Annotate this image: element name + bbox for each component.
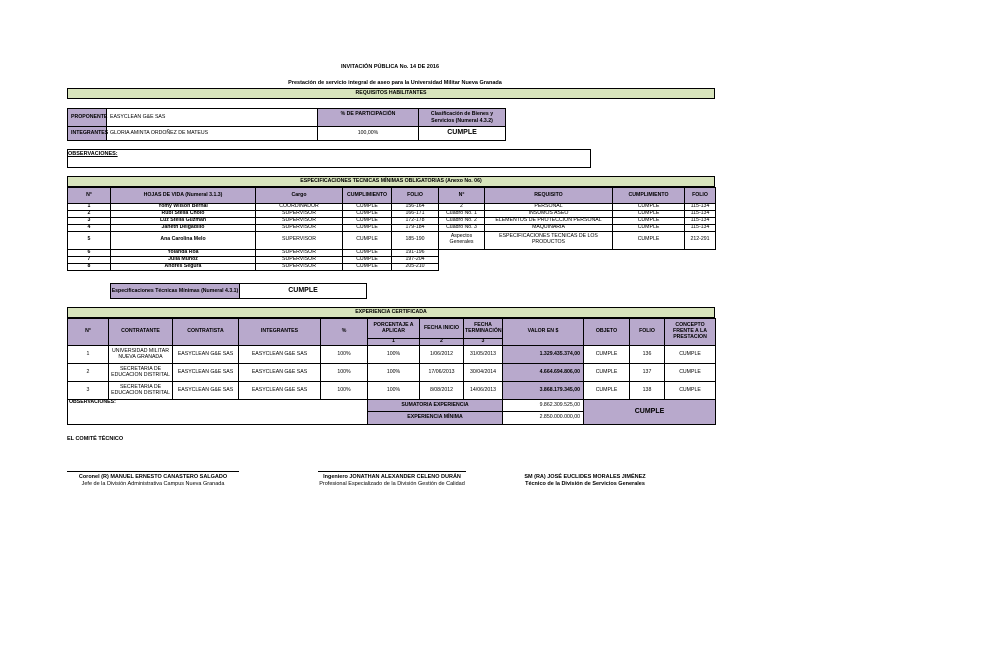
cell: 100% xyxy=(321,364,368,382)
exp-h-objeto: OBJETO xyxy=(584,319,630,346)
cell: 3.868.179.345,00 xyxy=(503,382,584,400)
cell: Yomy Wilson Bernal xyxy=(111,204,256,211)
proponente-label: PROPONENTE xyxy=(67,108,107,127)
cell: CUMPLE xyxy=(613,224,685,231)
subject-title: Prestación de servicio integral de aseo para la Universidad Militar Nueva Granada xyxy=(288,80,502,86)
sumatoria-value: 9.862.309.525,00 xyxy=(503,400,584,412)
cell: 7 xyxy=(68,256,111,263)
cell xyxy=(485,249,613,256)
cell: CUMPLE xyxy=(343,204,392,211)
cell: PERSONAL xyxy=(485,204,613,211)
table-row xyxy=(68,231,716,249)
cell: UNIVERSIDAD MILITAR NUEVA GRANADA xyxy=(109,346,173,364)
cell: Aspectos Generales xyxy=(439,231,485,249)
cell: COORDINADOR xyxy=(256,204,343,211)
table-row xyxy=(68,249,716,256)
cell: 14/06/2013 xyxy=(464,382,503,400)
specs-summary-label: Especificaciones Técnicas Mínimas (Numeral 4.3.1) xyxy=(110,283,240,299)
cell xyxy=(439,249,485,256)
cell: Ana Carolina Melo xyxy=(111,231,256,249)
exp-h-pct: % xyxy=(321,319,368,346)
cell: 2 xyxy=(68,210,111,217)
cell: SECRETARIA DE EDUCACION DISTRITAL xyxy=(109,364,173,382)
signature-role-1: Jefe de la División Administrativa Campus Nueva Granada xyxy=(81,481,225,487)
cell: 1 xyxy=(68,346,109,364)
cell: 1/06/2012 xyxy=(420,346,464,364)
cell: 179-184 xyxy=(392,224,439,231)
cell: INSUMOS ASEO xyxy=(485,210,613,217)
cell xyxy=(485,256,613,263)
cell: 100% xyxy=(321,382,368,400)
cell: Yolanda Roa xyxy=(111,249,256,256)
cell: SUPERVISOR xyxy=(256,224,343,231)
cell: CUMPLE xyxy=(665,364,716,382)
committee-label: EL COMITÉ TÉCNICO xyxy=(67,436,124,442)
integrantes-value: GLORIA AMINTA ORDOÑEZ DE MATEUS xyxy=(106,126,318,141)
cell xyxy=(439,256,485,263)
cell: EASYCLEAN G&E SAS xyxy=(239,382,321,400)
cell: 4 xyxy=(68,224,111,231)
cell: MAQUINARIA xyxy=(485,224,613,231)
cell: EASYCLEAN G&E SAS xyxy=(239,364,321,382)
cell: Cuadro No. 1 xyxy=(439,210,485,217)
specs-h-n: N° xyxy=(68,188,111,204)
cell: CUMPLE xyxy=(343,256,392,263)
cell: 1 xyxy=(68,204,111,211)
exp-h-contratista: CONTRATISTA xyxy=(173,319,239,346)
experience-table xyxy=(67,318,716,425)
cell: 31/05/2013 xyxy=(464,346,503,364)
cell: 156-164 xyxy=(392,204,439,211)
cell: SUPERVISOR xyxy=(256,210,343,217)
cell xyxy=(613,263,685,270)
cell: 100% xyxy=(321,346,368,364)
cell: Cuadro No. 3 xyxy=(439,224,485,231)
cell: EASYCLEAN G&E SAS xyxy=(173,382,239,400)
cell: CUMPLE xyxy=(343,263,392,270)
cell: 6 xyxy=(68,249,111,256)
cell: 100% xyxy=(368,364,420,382)
cell: SUPERVISOR xyxy=(256,231,343,249)
integrantes-label: INTEGRANTES xyxy=(67,126,107,141)
cell: ELEMENTOS DE PROTECCION PERSONAL xyxy=(485,217,613,224)
participation-label: % DE PARTICIPACIÓN xyxy=(317,108,419,127)
cell: Luz Stella Guzman xyxy=(111,217,256,224)
cell: CUMPLE xyxy=(343,217,392,224)
cell: ESPECIFICACIONES TECNICAS DE LOS PRODUCTOS xyxy=(485,231,613,249)
exp-h-sub2: 2 xyxy=(420,339,464,346)
cell: EASYCLEAN G&E SAS xyxy=(173,346,239,364)
experience-banner: EXPERIENCIA CERTIFICADA xyxy=(67,307,715,318)
cell: 212-291 xyxy=(685,231,716,249)
cell: 115-134 xyxy=(685,204,716,211)
classification-result: CUMPLE xyxy=(418,126,506,141)
cell: 137 xyxy=(630,364,665,382)
cell: 30/04/2014 xyxy=(464,364,503,382)
signature-role-2: Profesional Especializado de la División Gestión de Calidad xyxy=(319,481,465,487)
experience-result: CUMPLE xyxy=(584,400,716,425)
cell: CUMPLE xyxy=(613,217,685,224)
cell: 3 xyxy=(68,382,109,400)
exp-h-sub3: 3 xyxy=(464,339,503,346)
cell: 100% xyxy=(368,382,420,400)
cell: 8 xyxy=(68,263,111,270)
cell: Cuadro No. 2 xyxy=(439,217,485,224)
cell: 3 xyxy=(68,217,111,224)
specs-table xyxy=(67,187,716,271)
exp-h-integrantes: INTEGRANTES xyxy=(239,319,321,346)
specs-h-cumplimiento2: CUMPLIMIENTO xyxy=(613,188,685,204)
cell xyxy=(685,249,716,256)
experience-header-row xyxy=(68,319,716,339)
cell: CUMPLE xyxy=(584,364,630,382)
cell: 136 xyxy=(630,346,665,364)
cell: CUMPLE xyxy=(613,231,685,249)
cell: CUMPLE xyxy=(343,210,392,217)
table-row xyxy=(68,224,716,231)
classification-label: Clasificación de Bienes y Servicios (Numeral 4.3.2) xyxy=(418,108,506,127)
cell: 2 xyxy=(68,364,109,382)
cell: CUMPLE xyxy=(343,224,392,231)
cell: EASYCLEAN G&E SAS xyxy=(173,364,239,382)
table-row xyxy=(68,400,716,412)
cell xyxy=(485,263,613,270)
cell: SUPERVISOR xyxy=(256,256,343,263)
cell xyxy=(613,256,685,263)
cell: 166-171 xyxy=(392,210,439,217)
table-row xyxy=(68,364,716,382)
table-row xyxy=(68,382,716,400)
cell: Julia Muñoz xyxy=(111,256,256,263)
cell: 185-190 xyxy=(392,231,439,249)
cell: 191-196 xyxy=(392,249,439,256)
cell xyxy=(685,263,716,270)
cell: Andres Segura xyxy=(111,263,256,270)
cell: 138 xyxy=(630,382,665,400)
specs-h-requisito: REQUISITO xyxy=(485,188,613,204)
observaciones-box xyxy=(67,149,591,168)
observaciones-label: OBSERVACIONES: xyxy=(68,151,118,157)
specs-h-n2: N° xyxy=(439,188,485,204)
cell: 172-178 xyxy=(392,217,439,224)
specs-h-hojas: HOJAS DE VIDA (Numeral 3.1.3) xyxy=(111,188,256,204)
signature-line-1 xyxy=(67,471,239,472)
exp-h-concepto: CONCEPTO FRENTE A LA PRESTACION xyxy=(665,319,716,346)
experience-observaciones: OBSERVACIONES: xyxy=(68,400,368,425)
cell: SECRETARIA DE EDUCACION DISTRITAL xyxy=(109,382,173,400)
signature-role-3: Técnico de la División de Servicios Generales xyxy=(525,481,645,487)
cell xyxy=(439,263,485,270)
cell: Rubi Stella Cholo xyxy=(111,210,256,217)
signature-name-1: Coronel (R) MANUEL ERNESTO CANASTERO SALGADO xyxy=(78,474,228,480)
cell: SUPERVISOR xyxy=(256,249,343,256)
participation-value: 100,00% xyxy=(317,126,419,141)
cell: 1.329.435.374,00 xyxy=(503,346,584,364)
sumatoria-label: SUMATORIA EXPERIENCIA xyxy=(368,400,503,412)
cell: 205-210 xyxy=(392,263,439,270)
exp-h-sub1: 1 xyxy=(368,339,420,346)
invitation-title: INVITACIÓN PÚBLICA No. 14 DE 2016 xyxy=(340,64,440,70)
exp-h-fecha-inicio: FECHA INICIO xyxy=(420,319,464,339)
cell: CUMPLE xyxy=(665,346,716,364)
exp-h-n: N° xyxy=(68,319,109,346)
cell: CUMPLE xyxy=(584,346,630,364)
specs-summary-result: CUMPLE xyxy=(239,283,367,299)
specs-h-folio: FOLIO xyxy=(392,188,439,204)
exp-h-folio: FOLIO xyxy=(630,319,665,346)
exp-h-porcentaje: PORCENTAJE A APLICAR xyxy=(368,319,420,339)
cell: 197-204 xyxy=(392,256,439,263)
cell: CUMPLE xyxy=(584,382,630,400)
signature-name-2: Ingeniero JONATHAN ALEXANDER CELENO DURÁN xyxy=(323,474,461,480)
cell: EASYCLEAN G&E SAS xyxy=(239,346,321,364)
exp-h-fecha-fin: FECHA TERMINACIÓN xyxy=(464,319,503,339)
signature-name-3: SM (RA) JOSÉ EUCLIDES MORALES JIMÉNEZ xyxy=(524,474,646,480)
exp-h-valor: VALOR EN $ xyxy=(503,319,584,346)
cell: 2 xyxy=(439,204,485,211)
cell: 100% xyxy=(368,346,420,364)
cell: CUMPLE xyxy=(613,204,685,211)
exp-h-contratante: CONTRATANTE xyxy=(109,319,173,346)
minima-value: 2.850.000.000,00 xyxy=(503,412,584,425)
signature-line-2 xyxy=(318,471,466,472)
specs-header-row xyxy=(68,188,716,204)
cell: 8/08/2012 xyxy=(420,382,464,400)
specs-h-cargo: Cargo xyxy=(256,188,343,204)
table-row xyxy=(68,263,716,270)
cell: CUMPLE xyxy=(343,231,392,249)
cell: 115-134 xyxy=(685,217,716,224)
cell: CUMPLE xyxy=(343,249,392,256)
table-row xyxy=(68,346,716,364)
cell: CUMPLE xyxy=(613,210,685,217)
specs-h-folio2: FOLIO xyxy=(685,188,716,204)
requisitos-banner: REQUISITOS HABILITANTES xyxy=(67,88,715,99)
minima-label: EXPERIENCIA MÍNIMA xyxy=(368,412,503,425)
cell: 115-134 xyxy=(685,224,716,231)
cell: 5 xyxy=(68,231,111,249)
cell: Janeth Delgadillo xyxy=(111,224,256,231)
specs-banner: ESPECIFICACIONES TECNICAS MÍNIMAS OBLIGATORIAS (Anexo No. 06) xyxy=(67,176,715,187)
cell: 115-134 xyxy=(685,210,716,217)
cell xyxy=(685,256,716,263)
cell: 17/06/2013 xyxy=(420,364,464,382)
proponente-value: EASYCLEAN G&E SAS xyxy=(106,108,318,127)
specs-h-cumplimiento: CUMPLIMIENTO xyxy=(343,188,392,204)
cell: CUMPLE xyxy=(665,382,716,400)
cell: 4.664.694.806,00 xyxy=(503,364,584,382)
cell: SUPERVISOR xyxy=(256,263,343,270)
cell: SUPERVISOR xyxy=(256,217,343,224)
cell xyxy=(613,249,685,256)
